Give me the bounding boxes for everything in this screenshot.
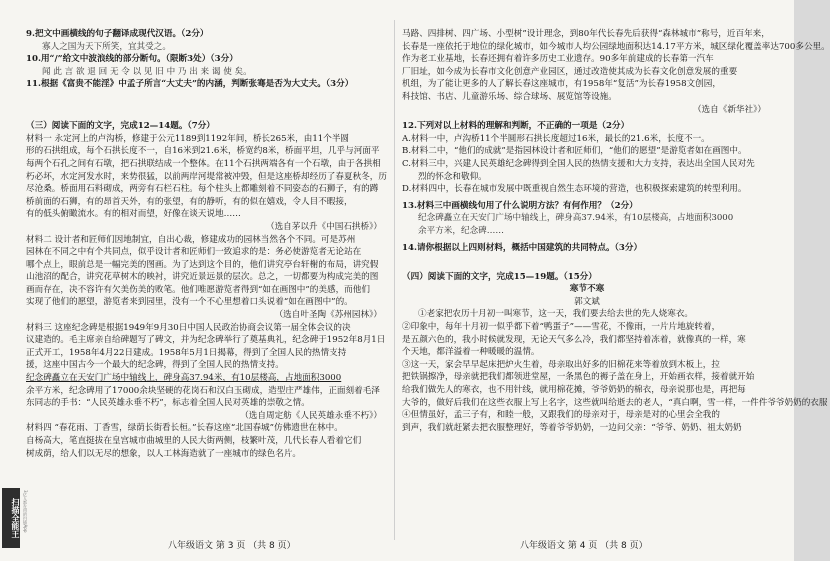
text-line: 援，这座中国古今一个最大的纪念碑，得到了全国人民的热情支持。 (26, 360, 284, 371)
page-footer-left: 八年级语文 第 3 页 （共 8 页） (168, 541, 296, 551)
text-line: 大爷的，做好后我们在这些衣服上写上名字，这些就叫给逝去的老人，“真白啊，雪一样，一件件爷爷奶奶的衣服 (402, 397, 828, 408)
text-line: 烈的怀念和敬仰。 (418, 171, 487, 182)
text-line: 余平方米，纪念碑用了17000余块坚硬的花岗石和汉白玉砌成，造型庄严雄伟，正面刻着毛泽 (26, 385, 380, 396)
text-line: 每两个石孔之间有石墩，把石拱联结成一个整体。在11个石拱两端各有一个石墩，由于各拱相 (26, 158, 381, 169)
text-line: 材料二 设计者和匠师们因地制宜，自出心裁，修建成功的园林当然各个不同。可是苏州 (26, 234, 356, 245)
text-line: D.材料四中，长春在城市发展中既重视自然生态环境的营造，也积极探索建筑的转型利用。 (402, 184, 747, 195)
text-line: 给我们做先人的寒衣，也不用针线，就用棉花摊，爷爷奶奶的棉衣，母亲说那也是，再把每 (402, 385, 746, 396)
text-line: 寡人之国为天下所笑，宜其受之。 (42, 41, 171, 52)
text-line: 郭文斌 (574, 296, 600, 307)
text-line: 闻 此 言 欲 退 回 无 令 以 见 旧 中 乃 出 来 谒 使 矣。 (42, 66, 252, 77)
text-line: 园林在不同之中有个共同点，似乎设计者和匠师们一致追求的是：务必使游览者无论站在 (26, 247, 362, 258)
text-line: 树成荫，给人们以无尽的想象，以人工林海造就了一座城市的绿色名片。 (26, 448, 302, 459)
text-line: 10.用“/”给文中波浪线的部分断句。（限断3处）（3分） (26, 54, 238, 65)
text-line: C.材料三中，兴建人民英雄纪念碑得到全国人民的热情支援和大力支持，表达出全国人民对先 (402, 158, 755, 169)
text-line: 长春是一座依托于地位的绿化城市，如今城市人均公园绿地面积达14.17平方米，城区绿化覆盖率达700多公里。 (402, 41, 830, 52)
text-line: （选自茅以升《中国石拱桥》） (265, 221, 382, 232)
page-divider (394, 20, 395, 540)
text-line: B.材料二中，“他们的成就”是指园林设计者和匠师们，“他们的愿望”是游览者如在画图中。 (402, 146, 747, 157)
text-line: （选自《新华社》） (692, 104, 766, 115)
text-line: 马路、四排树、四广场、小型树”设计理念，到80年代长春先后获得“森林城市”称号，近百年来， (402, 29, 770, 39)
text-line: 13.材料三中画横线句用了什么说明方法？有何作用？（2分） (402, 200, 638, 211)
text-line: （四）阅读下面的文字，完成15—19题。（15分） (402, 271, 597, 282)
left-page-column (26, 28, 388, 460)
text-line: 实现了他们的愿望，游览者来到园里，没有一个不心里想着口头说着“如在画图中”的。 (26, 297, 353, 308)
text-line: 哪个点上，眼前总是一幅完美的图画。为了达到这个目的，他们讲究亭台轩榭的布局，讲究假 (26, 259, 379, 270)
text-line: 寒节不寒 (569, 284, 605, 295)
text-line: 议建造的。毛主席亲自给碑题写了碑文，并为纪念碑举行了奠基典礼，纪念碑于1952年8月1日 (26, 335, 386, 346)
text-line: 材料三 这座纪念碑是根据1949年9月30日中国人民政治协商会议第一届全体会议的决 (26, 322, 351, 333)
text-line: 形的石拱组成，每个石拱长度不一，自16米到21.6米，桥宽约8米，桥面平坦，几乎与河面平 (26, 146, 380, 157)
text-line: 科技馆、书店、儿童游乐场、综合球场、展览馆等设施。 (402, 91, 617, 102)
text-line (402, 254, 772, 267)
text-line: 正式开工，1958年4月22日建成。1958年5月1日揭幕，得到了全国人民的热情支持 (26, 347, 347, 358)
page-footer-right: 八年级语文 第 4 页 （共 8 页） (520, 541, 648, 551)
text-line: 桥前面的石狮，有的昂首天外，有的张望，有的静听，有的似在嬉戏，令人目不暇接， (26, 196, 353, 207)
scanner-watermark-logo: 扫描全能王 (2, 488, 20, 548)
text-line: 作为老工业基地，长春还拥有着许多历史工业遗存。90多年前建成的长春第一汽车 (402, 54, 714, 65)
text-line: ③这一天，家会早早起床把炉火生着，母亲取出好多的旧棉花来等着放到木板上，拉 (402, 359, 720, 370)
text-line: 朽必坏，水定河发水时，来势很猛，以前两岸河堤常被冲毁，但是这座桥却经历了春夏秋冬，历 (26, 171, 387, 182)
text-line: 14.请你根据以上四则材料，概括中国建筑的共同特点。（3分） (402, 242, 643, 253)
text-line: 11.根据《富贵不能淫》中孟子所言“大丈夫”的内涵，判断张骞是否为大丈夫。（3分） (26, 79, 354, 90)
text-line: （选自周定舫《人民英雄永垂不朽》） (240, 410, 382, 421)
text-line: 余平方米，纪念碑…… (418, 225, 504, 236)
text-line: 自杨高大，笔直挺拔在皇宫城市曲城里的人民大街两侧，枝繁叶茂，几代长春人看着它们 (26, 436, 362, 446)
text-line: 是五颜六色的，我小时候就发现，无论天气多么冷，我们都坚持着冻着，就像真的一样，寒 (402, 334, 746, 345)
text-line: 把铁锅擦净，母亲就把我们都领进堂屋，一条黑色的褥子盖在身上，开始画衣样，接着就开始 (402, 372, 755, 383)
scanner-watermark-tagline: 3亿人都在用的扫描App (23, 490, 28, 533)
text-line (26, 91, 388, 104)
text-line: 个天地，都洋溢着一种暖暖的温情。 (402, 347, 540, 358)
text-line: ④但情虽好，孟三子有，和睦一般，又跟我们的母亲对于，母亲是对的心里会全我的 (402, 410, 720, 421)
text-line: 山池沼的配合，讲究花草树木的映衬，讲究近景远景的层次。总之，一切都要为构成完美的图 (26, 272, 379, 283)
text-line: 纪念碑矗立在天安门广场中轴线上，碑身高37.94米，有10层楼高，占地面积3000 (418, 213, 734, 224)
text-line: 9.把文中画横线的句子翻译成现代汉语。（2分） (26, 29, 209, 39)
text-line: 厂旧址，如今成为长春市文化创意产业园区，通过改造使其成为长春文化创意发展的重要 (402, 66, 738, 77)
text-line: （三）阅读下面的文字，完成12—14题。（7分） (26, 121, 215, 132)
text-line: 画而存在，决不容许有欠美伤美的败笔。他们唯愿游览者得到“如在画图中”的美感，而他们 (26, 284, 370, 295)
text-line: 材料一 永定河上的卢沟桥，修建于公元1189到1192年间，桥长265米，由11个半圆 (26, 133, 350, 144)
text-line: ②印象中，每年十月初一似乎都下着“鸭蛋子”——雪花，不像雨，一片片地旋转着， (402, 322, 721, 333)
text-line: ①老家把农历十月初一叫寒节，这一天，我们要去给去世的先人烧寒衣。 (418, 309, 694, 320)
text-line: 尽沧桑。桥面用石料砌成，两旁有石栏石柱。每个柱头上都雕刻着不同姿态的石狮子，有的蹲 (26, 184, 379, 195)
text-line: 机组，为了能让更多的人了解长春这座城市，有1958年“复活”为长春1958文创园， (402, 79, 721, 90)
text-line (26, 104, 388, 117)
text-line: 东同志的手书：“人民英雄永垂不朽”，标志着全国人民对英雄的崇敬之情。 (26, 398, 310, 409)
text-line: 有的低头俯瞰流水。有的相对而望，好像在谈天说地…… (26, 209, 241, 220)
text-line: 12.下列对以上材料的理解和判断，不正确的一项是（2分） (402, 121, 630, 132)
text-line: A.材料一中，卢沟桥11个半圆形石拱长度超过16米，最长的21.6米，长度不一。 (402, 133, 710, 144)
text-line: 材料四 “春花雨、丁香雪，绿荫长街看长桓。”长春这座“北国春城”仿佛遗世在林中。 (26, 423, 343, 434)
text-line: （选自叶圣陶《苏州园林》） (274, 310, 382, 321)
text-line: 纪念碑矗立在天安门广场中轴线上，碑身高37.94米，有10层楼高，占地面积3000 (26, 373, 342, 384)
text-line: 到声，我们就赶紧去把衣服整理好，等着爷爷奶奶，一边问父亲：“爷爷、奶奶、祖太奶奶 (402, 422, 742, 433)
right-page-column (402, 28, 830, 434)
